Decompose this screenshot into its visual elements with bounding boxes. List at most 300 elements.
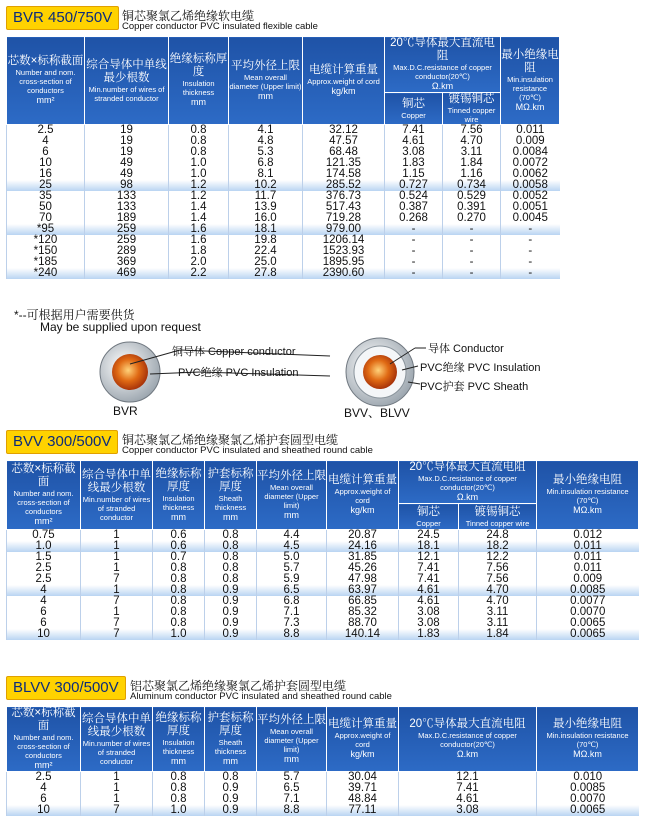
table-cell: 7 (81, 574, 153, 585)
table-cell: 70 (7, 213, 85, 224)
table-cell: 88.70 (327, 618, 399, 629)
table-row (7, 805, 639, 816)
table-cell: 0.387 (385, 202, 443, 213)
table-cell: 0.9 (205, 596, 257, 607)
table-cell: 0.0058 (501, 180, 560, 191)
table-cell: 8.8 (257, 805, 327, 816)
table-cell: 0.0065 (537, 629, 639, 640)
table-cell: 0.6 (153, 530, 205, 542)
table-cell: 19 (85, 147, 169, 158)
table-cell: 376.73 (303, 191, 385, 202)
table-row (7, 530, 639, 542)
table-cell: 6.5 (257, 585, 327, 596)
bvr-label-conductor: 铜导体 Copper conductor (172, 346, 296, 358)
table-cell: 0.8 (153, 585, 205, 596)
bvv-label-conductor: 导体 Conductor (428, 343, 504, 355)
bvr-col-wires: 综合导体中单线最少根数 Min.number of wires of stranded conductor (85, 37, 169, 125)
table-cell: 1.6 (169, 224, 229, 235)
table-cell: 6.8 (229, 158, 303, 169)
table-cell: 0.268 (385, 213, 443, 224)
table-cell: 1 (81, 552, 153, 563)
table-cell: 0.734 (443, 180, 501, 191)
table-cell: 189 (85, 213, 169, 224)
table-cell: *95 (7, 224, 85, 235)
table-cell: 7 (81, 805, 153, 816)
table-cell: 1 (81, 772, 153, 784)
table-cell: 0.0085 (537, 783, 639, 794)
table-cell: 10 (7, 158, 85, 169)
bvv-cross-section (346, 338, 426, 406)
table-cell: 469 (85, 268, 169, 279)
table-cell: 0.0077 (537, 596, 639, 607)
table-cell: 133 (85, 202, 169, 213)
table-cell: 18.2 (459, 541, 537, 552)
table-cell: - (443, 257, 501, 268)
table-cell: 121.35 (303, 158, 385, 169)
blvv-col-weight: 电缆计算重量 Approx.weight of cord kg/km (327, 707, 399, 772)
table-cell: 0.8 (153, 607, 205, 618)
bvv-col-resistance: 20℃导体最大直流电阻 Max.D.C.resistance of copper conductor(20℃) Ω.km (399, 461, 537, 504)
table-cell: 7.1 (257, 794, 327, 805)
table-cell: 0.8 (169, 136, 229, 147)
table-cell: 7.56 (459, 563, 537, 574)
table-cell: 1.83 (385, 158, 443, 169)
table-cell: - (385, 246, 443, 257)
table-cell: 12.1 (399, 772, 537, 784)
table-cell: 47.57 (303, 136, 385, 147)
table-row (7, 607, 639, 618)
table-cell: 6 (7, 794, 81, 805)
table-cell: - (501, 246, 560, 257)
table-cell: - (501, 257, 560, 268)
table-cell: 19.8 (229, 235, 303, 246)
table-cell: 4.5 (257, 541, 327, 552)
table-cell: 98 (85, 180, 169, 191)
table-cell: *240 (7, 268, 85, 279)
table-cell: 1 (81, 783, 153, 794)
bvv-name: BVV、BLVV (344, 406, 410, 420)
table-cell: 1.0 (169, 169, 229, 180)
table-cell: - (443, 235, 501, 246)
bvv-label-insulation: PVC绝缘 PVC Insulation (420, 362, 541, 374)
table-cell: 133 (85, 191, 169, 202)
table-cell: 1.2 (169, 191, 229, 202)
table-cell: 1 (81, 563, 153, 574)
table-cell: 10 (7, 629, 81, 640)
table-cell: 4.4 (257, 530, 327, 542)
bvv-col-copper: 铜芯 Copper (399, 504, 459, 530)
table-cell: 0.270 (443, 213, 501, 224)
table-row (7, 794, 639, 805)
bvv-badge: BVV 300/500V (6, 430, 118, 454)
table-cell: 1.16 (443, 169, 501, 180)
table-cell: 12.1 (399, 552, 459, 563)
table-row (7, 574, 639, 585)
table-cell: 0.6 (153, 541, 205, 552)
table-cell: 0.0051 (501, 202, 560, 213)
table-cell: 22.4 (229, 246, 303, 257)
table-cell: 979.00 (303, 224, 385, 235)
bvr-col-insulation: 绝缘标称厚度 Insulation thickness mm (169, 37, 229, 125)
table-cell: 1523.93 (303, 246, 385, 257)
table-cell: 2.5 (7, 125, 85, 137)
table-cell: 6.5 (257, 783, 327, 794)
table-cell: 0.524 (385, 191, 443, 202)
table-cell: 1.83 (399, 629, 459, 640)
table-cell: 4 (7, 136, 85, 147)
table-cell: 63.97 (327, 585, 399, 596)
table-cell: *185 (7, 257, 85, 268)
bvv-col-sheath: 护套标称厚度 Sheath thickness mm (205, 461, 257, 530)
table-cell: 49 (85, 158, 169, 169)
table-cell: 25.0 (229, 257, 303, 268)
table-cell: 4.70 (459, 585, 537, 596)
table-cell: *120 (7, 235, 85, 246)
bvr-col-size: 芯数×标称截面 Number and nom. cross-section of conductors mm² (7, 37, 85, 125)
table-cell: 7.41 (399, 574, 459, 585)
table-cell: 18.1 (399, 541, 459, 552)
table-cell: 0.9 (205, 618, 257, 629)
table-cell: 12.2 (459, 552, 537, 563)
table-cell: 0.8 (153, 794, 205, 805)
table-cell: 1.84 (459, 629, 537, 640)
table-cell: 1.8 (169, 246, 229, 257)
table-cell: 2.5 (7, 574, 81, 585)
table-cell: 289 (85, 246, 169, 257)
bvv-title-en: Copper conductor PVC insulated and sheathed round cable (122, 445, 373, 456)
table-cell: 4.61 (399, 596, 459, 607)
table-cell: 5.9 (257, 574, 327, 585)
table-cell: 1 (81, 607, 153, 618)
blvv-col-sheath: 护套标称厚度 Sheath thickness mm (205, 707, 257, 772)
table-cell: 1895.95 (303, 257, 385, 268)
bvr-col-resistance: 20℃导体最大直流电阻 Max.D.C.resistance of copper conductor(20℃) Ω.km (385, 37, 501, 93)
table-cell: 0.8 (169, 125, 229, 137)
table-cell: 68.48 (303, 147, 385, 158)
table-cell: 1.6 (169, 235, 229, 246)
table-cell: 7.41 (385, 125, 443, 137)
table-cell: 174.58 (303, 169, 385, 180)
table-cell: 48.84 (327, 794, 399, 805)
table-cell: 6 (7, 607, 81, 618)
blvv-col-diameter: 平均外径上限 Mean overall diameter (Upper limit) mm (257, 707, 327, 772)
table-cell: 1.15 (385, 169, 443, 180)
table-cell: 4.1 (229, 125, 303, 137)
table-cell: 0.8 (205, 563, 257, 574)
table-cell: 0.012 (537, 530, 639, 542)
table-cell: 31.85 (327, 552, 399, 563)
table-cell: 4.61 (399, 585, 459, 596)
table-cell: 3.08 (399, 805, 537, 816)
table-cell: 8.8 (257, 629, 327, 640)
table-cell: 0.391 (443, 202, 501, 213)
table-cell: 1.4 (169, 202, 229, 213)
table-cell: 10 (7, 805, 81, 816)
table-cell: 259 (85, 224, 169, 235)
table-row (7, 541, 639, 552)
table-cell: 0.0065 (537, 805, 639, 816)
table-cell: 4.61 (399, 794, 537, 805)
table-cell: - (501, 268, 560, 279)
table-cell: 1.84 (443, 158, 501, 169)
bvv-title-cn: 铜芯聚氯乙烯绝缘聚氯乙烯护套圆型电缆 (122, 433, 339, 447)
table-cell: 0.0085 (537, 585, 639, 596)
table-cell: 0.0045 (501, 213, 560, 224)
table-cell: 0.0070 (537, 794, 639, 805)
table-cell: 25 (7, 180, 85, 191)
table-cell: 0.8 (153, 563, 205, 574)
blvv-col-size: 芯数×标称截面 Number and nom. cross-section of conductors mm² (7, 707, 81, 772)
table-row (7, 213, 560, 224)
table-cell: 517.43 (303, 202, 385, 213)
table-cell: 0.0052 (501, 191, 560, 202)
table-cell: 1.0 (7, 541, 81, 552)
table-cell: 4 (7, 596, 81, 607)
table-cell: 24.16 (327, 541, 399, 552)
table-cell: 4.8 (229, 136, 303, 147)
table-cell: 0.0072 (501, 158, 560, 169)
table-cell: 0.011 (501, 125, 560, 137)
table-cell: 0.9 (205, 607, 257, 618)
table-cell: - (385, 257, 443, 268)
table-cell: 7 (81, 596, 153, 607)
bvr-table (6, 36, 560, 279)
table-cell: 4 (7, 783, 81, 794)
table-cell: 39.71 (327, 783, 399, 794)
table-cell: 0.0062 (501, 169, 560, 180)
blvv-col-resistance: 20℃导体最大直流电阻 Max.D.C.resistance of copper conductor(20℃) Ω.km (399, 707, 537, 772)
table-cell: 7 (81, 618, 153, 629)
table-cell: *150 (7, 246, 85, 257)
table-cell: 32.12 (303, 125, 385, 137)
table-cell: 0.529 (443, 191, 501, 202)
table-cell: - (501, 235, 560, 246)
table-cell: 24.8 (459, 530, 537, 542)
table-cell: 2.5 (7, 563, 81, 574)
table-cell: 3.08 (385, 147, 443, 158)
table-cell: 20.87 (327, 530, 399, 542)
bvr-col-min-ins-res: 最小绝缘电阻 Min.insulation resistance (70℃) MΩ.km (501, 37, 560, 125)
blvv-col-min-ins-res: 最小绝缘电阻 Min.insulation resistance (70℃) MΩ.km (537, 707, 639, 772)
table-cell: 4.70 (459, 596, 537, 607)
table-cell: - (443, 246, 501, 257)
table-cell: 0.9 (205, 805, 257, 816)
table-cell: 2.5 (7, 772, 81, 784)
table-cell: 0.8 (205, 541, 257, 552)
table-cell: 3.08 (399, 607, 459, 618)
table-cell: 77.11 (327, 805, 399, 816)
table-cell: 1 (81, 794, 153, 805)
table-cell: 13.9 (229, 202, 303, 213)
table-cell: 1 (81, 530, 153, 542)
table-cell: 0.7 (153, 552, 205, 563)
table-cell: 0.0070 (537, 607, 639, 618)
table-cell: - (501, 224, 560, 235)
table-cell: 1.0 (153, 805, 205, 816)
table-cell: 1.2 (169, 180, 229, 191)
table-cell: 1.0 (169, 158, 229, 169)
table-cell: 4 (7, 585, 81, 596)
table-cell: 3.11 (459, 607, 537, 618)
table-cell: 3.08 (399, 618, 459, 629)
table-cell: 0.8 (205, 574, 257, 585)
bvv-label-sheath: PVC护套 PVC Sheath (420, 381, 529, 393)
table-cell: 0.8 (205, 772, 257, 784)
supply-note-cn: *--可根据用户需要供货 (14, 308, 135, 322)
table-row (7, 552, 639, 563)
table-cell: 11.7 (229, 191, 303, 202)
bvv-col-min-ins-res: 最小绝缘电阻 Min.insulation resistance (70℃) MΩ.km (537, 461, 639, 530)
bvr-name: BVR (113, 404, 138, 418)
table-cell: 7.56 (443, 125, 501, 137)
blvv-col-insulation: 绝缘标称厚度 Insulation thickness mm (153, 707, 205, 772)
table-cell: 0.8 (153, 772, 205, 784)
table-cell: 1 (81, 541, 153, 552)
table-cell: 7.3 (257, 618, 327, 629)
table-cell: 0.8 (205, 552, 257, 563)
table-cell: 0.0084 (501, 147, 560, 158)
table-row (7, 596, 639, 607)
bvr-col-tinned: 镀锡铜芯 Tinned copper wire (443, 93, 501, 125)
table-cell: 18.1 (229, 224, 303, 235)
table-cell: 0.8 (153, 618, 205, 629)
table-cell: 0.011 (537, 563, 639, 574)
table-cell: 369 (85, 257, 169, 268)
table-cell: 7 (81, 629, 153, 640)
bvv-col-size: 芯数×标称截面 Number and nom. cross-section of conductors mm² (7, 461, 81, 530)
table-cell: 1.0 (153, 629, 205, 640)
table-cell: 0.9 (205, 629, 257, 640)
table-cell: 0.8 (153, 783, 205, 794)
table-row (7, 224, 560, 235)
table-cell: 7.1 (257, 607, 327, 618)
bvv-table (6, 460, 639, 640)
bvr-label-insulation: PVC绝缘 PVC Insulation (178, 367, 299, 379)
table-row (7, 563, 639, 574)
bvr-badge: BVR 450/750V (6, 6, 119, 30)
table-cell: 5.0 (257, 552, 327, 563)
table-row (7, 257, 560, 268)
table-cell: 0.8 (153, 596, 205, 607)
table-cell: 259 (85, 235, 169, 246)
bvv-col-diameter: 平均外径上限 Mean overall diameter (Upper limit) mm (257, 461, 327, 530)
table-cell: 66.85 (327, 596, 399, 607)
table-cell: 19 (85, 136, 169, 147)
table-row (7, 246, 560, 257)
blvv-title-en: Aluminum conductor PVC insulated and sheathed round cable (130, 691, 392, 702)
bvv-col-weight: 电缆计算重量 Approx.weight of cord kg/km (327, 461, 399, 530)
table-cell: 49 (85, 169, 169, 180)
table-cell: - (385, 268, 443, 279)
table-cell: 85.32 (327, 607, 399, 618)
table-cell: 0.010 (537, 772, 639, 784)
table-cell: 719.28 (303, 213, 385, 224)
table-cell: 4.70 (443, 136, 501, 147)
table-cell: 0.009 (537, 574, 639, 585)
bvv-col-tinned: 镀锡铜芯 Tinned copper wire (459, 504, 537, 530)
supply-note-en: May be supplied upon request (40, 320, 201, 334)
table-cell: 0.9 (205, 783, 257, 794)
table-cell: 7.41 (399, 783, 537, 794)
table-cell: 45.26 (327, 563, 399, 574)
table-cell: - (385, 235, 443, 246)
bvr-title-en: Copper conductor PVC insulated flexible cable (122, 21, 318, 32)
table-cell: 6 (7, 147, 85, 158)
table-cell: - (443, 268, 501, 279)
table-cell: 0.727 (385, 180, 443, 191)
table-cell: 10.2 (229, 180, 303, 191)
table-cell: 16 (7, 169, 85, 180)
table-row (7, 783, 639, 794)
table-cell: 35 (7, 191, 85, 202)
table-cell: 0.9 (205, 585, 257, 596)
table-cell: 0.0065 (537, 618, 639, 629)
table-cell: 0.75 (7, 530, 81, 542)
table-cell: 2.2 (169, 268, 229, 279)
table-row (7, 629, 639, 640)
table-cell: 27.8 (229, 268, 303, 279)
table-cell: 6 (7, 618, 81, 629)
bvv-col-wires: 综合导体中单线最少根数 Min.number of wires of stranded conductor (81, 461, 153, 530)
table-cell: 0.8 (169, 147, 229, 158)
table-cell: 4.61 (385, 136, 443, 147)
table-cell: 5.3 (229, 147, 303, 158)
table-cell: 8.1 (229, 169, 303, 180)
bvr-col-copper: 铜芯 Copper (385, 93, 443, 125)
table-cell: 2390.60 (303, 268, 385, 279)
table-cell: 0.8 (153, 574, 205, 585)
table-cell: - (443, 224, 501, 235)
blvv-title-cn: 铝芯聚氯乙烯绝缘聚氯乙烯护套圆型电缆 (130, 679, 347, 693)
table-cell: 1.5 (7, 552, 81, 563)
table-cell: 30.04 (327, 772, 399, 784)
table-cell: 50 (7, 202, 85, 213)
table-row (7, 235, 560, 246)
table-cell: 1 (81, 585, 153, 596)
bvr-title-cn: 铜芯聚氯乙烯绝缘软电缆 (122, 9, 255, 23)
table-cell: 47.98 (327, 574, 399, 585)
blvv-table (6, 706, 639, 816)
bvr-col-diameter: 平均外径上限 Mean overall diameter (Upper limit) mm (229, 37, 303, 125)
blvv-badge: BLVV 300/500V (6, 676, 126, 700)
table-cell: 0.009 (501, 136, 560, 147)
table-row (7, 268, 560, 279)
table-cell: 1206.14 (303, 235, 385, 246)
table-cell: 1.4 (169, 213, 229, 224)
blvv-col-wires: 综合导体中单线最少根数 Min.number of wires of stranded conductor (81, 707, 153, 772)
table-cell: 7.56 (459, 574, 537, 585)
table-cell: 0.8 (205, 530, 257, 542)
table-cell: 5.7 (257, 563, 327, 574)
table-cell: 2.0 (169, 257, 229, 268)
table-cell: - (385, 224, 443, 235)
table-cell: 19 (85, 125, 169, 137)
table-cell: 0.011 (537, 552, 639, 563)
table-cell: 7.41 (399, 563, 459, 574)
table-cell: 3.11 (443, 147, 501, 158)
table-cell: 16.0 (229, 213, 303, 224)
table-row (7, 585, 639, 596)
table-row (7, 772, 639, 784)
table-row (7, 618, 639, 629)
bvr-col-weight: 电缆计算重量 Approx.weight of cord kg/km (303, 37, 385, 125)
bvv-col-insulation: 绝缘标称厚度 Insulation thickness mm (153, 461, 205, 530)
table-cell: 3.11 (459, 618, 537, 629)
table-cell: 5.7 (257, 772, 327, 784)
table-cell: 140.14 (327, 629, 399, 640)
table-cell: 6.8 (257, 596, 327, 607)
table-cell: 0.9 (205, 794, 257, 805)
